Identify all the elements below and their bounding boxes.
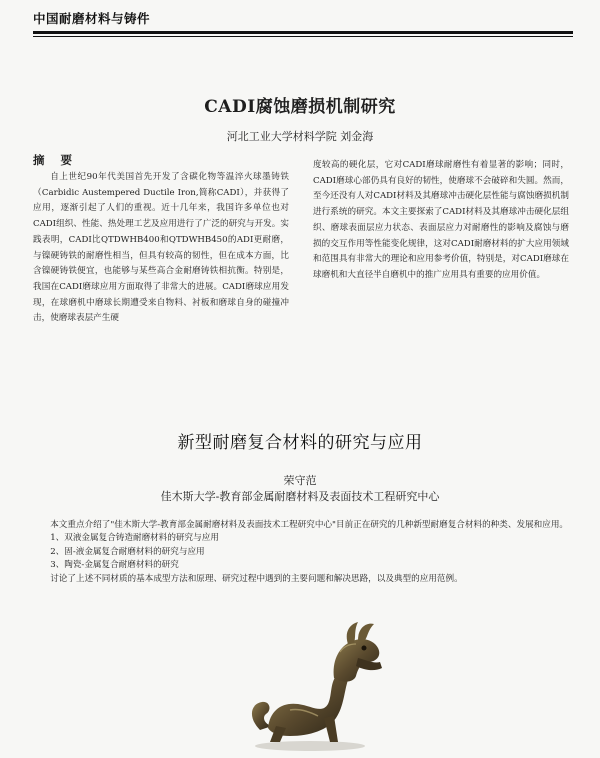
article1-title: CADI腐蚀磨损机制研究 (204, 97, 396, 117)
header-rule-thick (33, 31, 573, 34)
dragon-figure-svg (240, 618, 390, 753)
journal-section-label: 中国耐磨材料与铸件 (33, 11, 151, 26)
article2-title: 新型耐磨复合材料的研究与应用 (177, 433, 423, 453)
article2-affiliation: 佳木斯大学-教育部金属耐磨材料及表面技术工程研究中心 (160, 490, 440, 503)
bronze-dragon-icon (240, 618, 390, 753)
abstract-label: 摘 要 (33, 153, 79, 167)
abstract-right-column: 度较高的硬化层，它对CADI磨球耐磨性有着显著的影响；同时，CADI磨球心部仍具有良好的韧性，使磨球不会破碎和失圆。然而，至今还没有人对CADI材料及其磨球冲击硬化层性能与腐蚀磨损机制进行系统的研究。本文主要探索了CADI材料及其磨球冲击硬化层组织、磨球表面层应力状态、表面层应力对耐磨性的影响及腐蚀与磨损的交互作用等性能变化规律，这对CADI耐磨材料的扩大应用领域和范围具有非常大的理论和应用参考价值，特别是，对CADI磨球在球磨机和大直径半自磨机中的推广应用具有重要的应用价值。 (313, 160, 569, 280)
list-item: 2、固-液金属复合耐磨材料的研究与应用 (50, 546, 205, 557)
article2-closing: 讨论了上述不同材质的基本成型方法和原理、研究过程中遇到的主要问题和解决思路，以及典型的应用范例。 (50, 573, 463, 584)
article2-author: 荣守范 (283, 474, 317, 487)
article2-intro: 本文重点介绍了"佳木斯大学-教育部金属耐磨材料及表面技术工程研究中心"目前正在研究的几种新型耐磨复合材料的种类、发展和应用。 (50, 520, 569, 530)
header-rule-thin (33, 36, 573, 37)
article1-author: 河北工业大学材料学院 刘金海 (226, 130, 374, 143)
abstract-left-column: 自上世纪90年代美国首先开发了含碳化物等温淬火球墨铸铁（Carbidic Austempered Ductile Iron,简称CADI），并获得了应用，逐渐引起了人们的重视。近十几年来，我国许多单位也对CADI组织、性能、热处理工艺及应用进行了广泛的研究与开发。实践表明，CADI比QTDWHB400和QTDWHB450的ADI更耐磨，与镍硬铸铁的耐磨性相当，但具有较高的韧性，但在成本方面，比含镍硬铸铁便宜，也能够与某些高合金耐磨铸铁相抗衡。特别是，我国在CADI磨球应用方面取得了非常大的进展。CADI磨球应用发现，在球磨机中磨球长期遭受来自物料、衬板和磨球自身的碰撞冲击，使磨球表层产生硬 (33, 172, 289, 324)
list-item: 1、双液金属复合铸造耐磨材料的研究与应用 (50, 533, 219, 544)
list-item: 3、陶瓷-金属复合耐磨材料的研究 (50, 560, 179, 571)
article2-body (33, 519, 573, 586)
